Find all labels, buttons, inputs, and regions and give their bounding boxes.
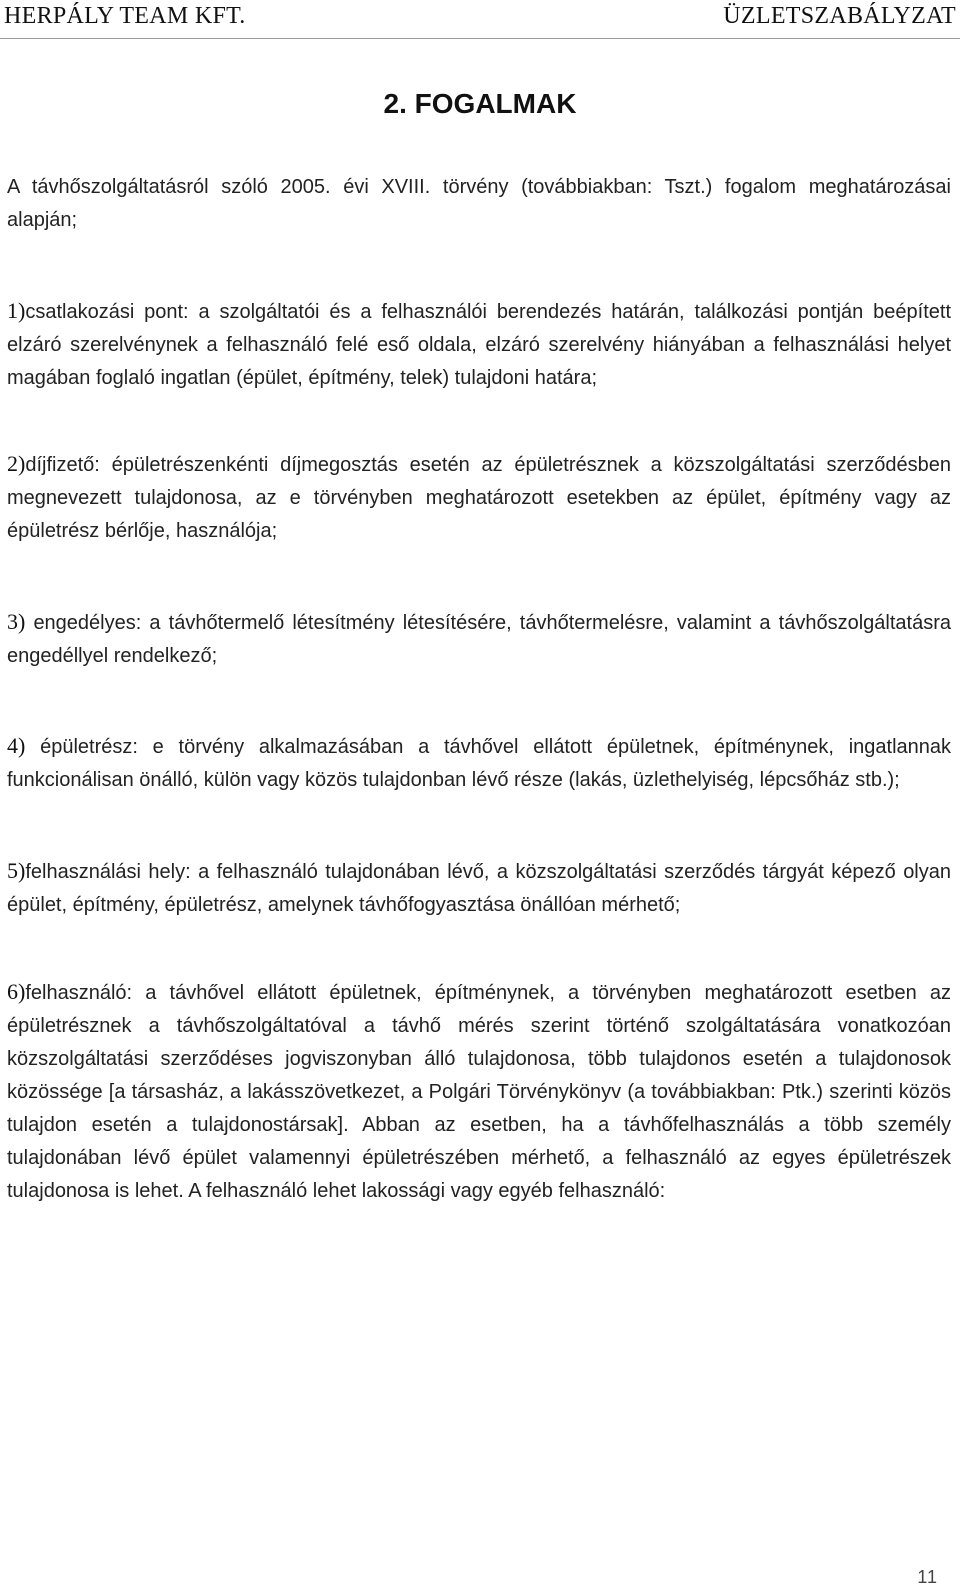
definition-text: díjfizető: épületrészenkénti díjmegosztás esetén az épületrésznek a közszolgáltatási szerződésben megnevezett tulajdonosa, az e törvényben meghatározott esetekben az épület, építmény vagy az épületrész bérlője, használója; <box>7 454 951 542</box>
definition-text: felhasználási hely: a felhasználó tulajdonában lévő, a közszolgáltatási szerződés tárgyát képező olyan épület, építmény, épületrész, amelynek távhőfogyasztása önállóan mérhető; <box>7 861 951 916</box>
definition-text: engedélyes: a távhőtermelő létesítmény létesítésére, távhőtermelésre, valamint a távhőszolgáltatásra engedéllyel rendelkező; <box>7 612 951 667</box>
definition-number: 6) <box>7 979 26 1004</box>
definition-number: 1) <box>7 298 26 323</box>
page-number: 11 <box>917 1567 938 1587</box>
definition-number: 2) <box>7 451 26 476</box>
definition-5 <box>7 854 951 922</box>
header-document-title: ÜZLETSZABÁLYZAT <box>723 3 956 29</box>
definition-text: csatlakozási pont: a szolgáltatói és a felhasználói berendezés határán, találkozási pontján beépített elzáró szerelvénynek a felhasználó felé eső oldala, elzáró szerelvény hiányában a felhasználási helyet magában foglaló ingatlan (épület, építmény, telek) tulajdoni határa; <box>7 301 951 389</box>
definition-number: 4) <box>7 733 26 758</box>
definition-text: épületrész: e törvény alkalmazásában a távhővel ellátott épületnek, építménynek, ingatlannak funkcionálisan önálló, külön vagy közös tulajdonban lévő része (lakás, üzlethelyiség, lépcsőház stb.); <box>7 736 952 791</box>
definition-text: felhasználó: a távhővel ellátott épületnek, építménynek, a törvényben meghatározott esetben az épületrésznek a távhőszolgáltatóval a távhő mérés szerint történő szolgáltatására vonatkozóan közszolgáltatási szerződéses jogviszonyban álló tulajdonosa, több tulajdonos esetén a tulajdonosok közössége [a társasház, a lakásszövetkezet, a Polgári Törvénykönyv (a továbbiakban: Ptk.) szerinti közös tulajdon esetén a tulajdonostársak]. Abban az esetben, ha a távhőfelhasználás a több személy tulajdonában lévő épület valamennyi épületrészében mérhető, a felhasználó az egyes épületrészek tulajdonosa is lehet. A felhasználó lehet lakossági vagy egyéb felhasználó: <box>7 982 951 1202</box>
definition-number: 3) <box>7 609 26 634</box>
page-header <box>0 0 960 39</box>
definition-6 <box>7 975 951 1208</box>
intro-paragraph: A távhőszolgáltatásról szóló 2005. évi XVIII. törvény (továbbiakban: Tszt.) fogalom meghatározásai alapján; <box>7 176 951 231</box>
definition-number: 5) <box>7 858 26 883</box>
definition-1 <box>7 294 951 395</box>
document-body <box>7 171 951 1208</box>
header-company-name: HERPÁLY TEAM KFT. <box>4 3 246 29</box>
section-title: 2. FOGALMAK <box>383 88 577 119</box>
definition-2 <box>7 447 951 548</box>
definition-3 <box>7 605 951 673</box>
definition-4 <box>7 729 951 797</box>
